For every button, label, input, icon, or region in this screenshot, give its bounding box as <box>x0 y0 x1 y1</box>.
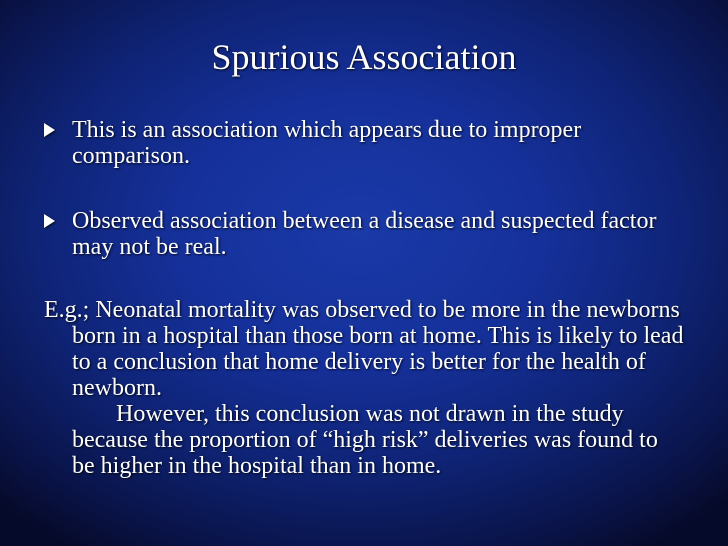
example-paragraph <box>44 297 684 479</box>
slide-title: Spurious Association <box>211 37 517 77</box>
bullet-item-improper-comparison <box>44 117 694 169</box>
example-second-text: However, this conclusion was not drawn in the study because the proportion of “high risk” deliveries was found to be higher in the hospital than in home. <box>72 401 658 479</box>
bullet-text: This is an association which appears due to improper comparison. <box>72 117 582 169</box>
bullet-text: Observed association between a disease and suspected factor may not be real. <box>72 208 657 260</box>
arrowhead-bullet-icon <box>44 123 55 137</box>
arrowhead-bullet-icon <box>44 214 55 228</box>
example-first-text: E.g.; Neonatal mortality was observed to be more in the newborns born in a hospital than those born at home. This is likely to lead to a conclusion that home delivery is better for the health of newborn. <box>44 297 684 401</box>
bullet-item-not-real <box>44 208 694 260</box>
